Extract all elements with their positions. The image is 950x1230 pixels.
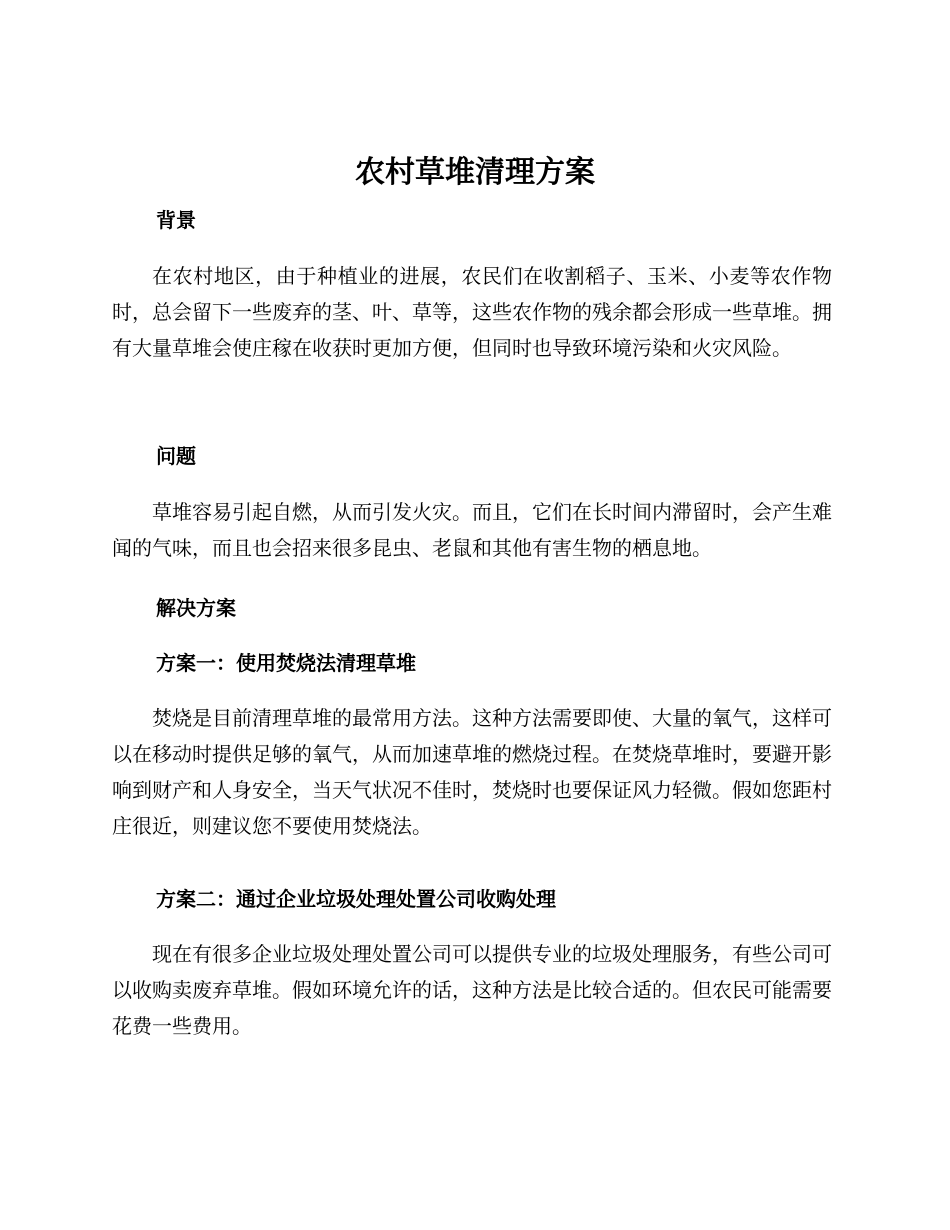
option-two-heading: 方案二：通过企业垃圾处理处置公司收购处理 bbox=[156, 887, 556, 911]
section-heading-background: 背景 bbox=[156, 208, 196, 232]
option-one-heading: 方案一：使用焚烧法清理草堆 bbox=[156, 651, 416, 675]
section-heading-solutions: 解决方案 bbox=[156, 596, 236, 620]
background-paragraph: 在农村地区，由于种植业的进展，农民们在收割稻子、玉米、小麦等农作物时，总会留下一些废弃的茎、叶、草等，这些农作物的残余都会形成一些草堆。拥有大量草堆会使庄稼在收获时更加方便，但同时也导致环境污染和火灾风险。 bbox=[112, 264, 832, 360]
problem-paragraph: 草堆容易引起自燃，从而引发火灾。而且，它们在长时间内滞留时，会产生难闻的气味，而且也会招来很多昆虫、老鼠和其他有害生物的栖息地。 bbox=[112, 500, 832, 560]
option-two-paragraph: 现在有很多企业垃圾处理处置公司可以提供专业的垃圾处理服务，有些公司可以收购卖废弃草堆。假如环境允许的话，这种方法是比较合适的。但农民可能需要花费一些费用。 bbox=[112, 942, 832, 1038]
document-title: 农村草堆清理方案 bbox=[355, 155, 595, 190]
option-one-paragraph: 焚烧是目前清理草堆的最常用方法。这种方法需要即使、大量的氧气，这样可以在移动时提供足够的氧气，从而加速草堆的燃烧过程。在焚烧草堆时，要避开影响到财产和人身安全，当天气状况不佳时，焚烧时也要保证风力轻微。假如您距村庄很近，则建议您不要使用焚烧法。 bbox=[112, 706, 832, 838]
section-heading-problem: 问题 bbox=[156, 444, 196, 468]
